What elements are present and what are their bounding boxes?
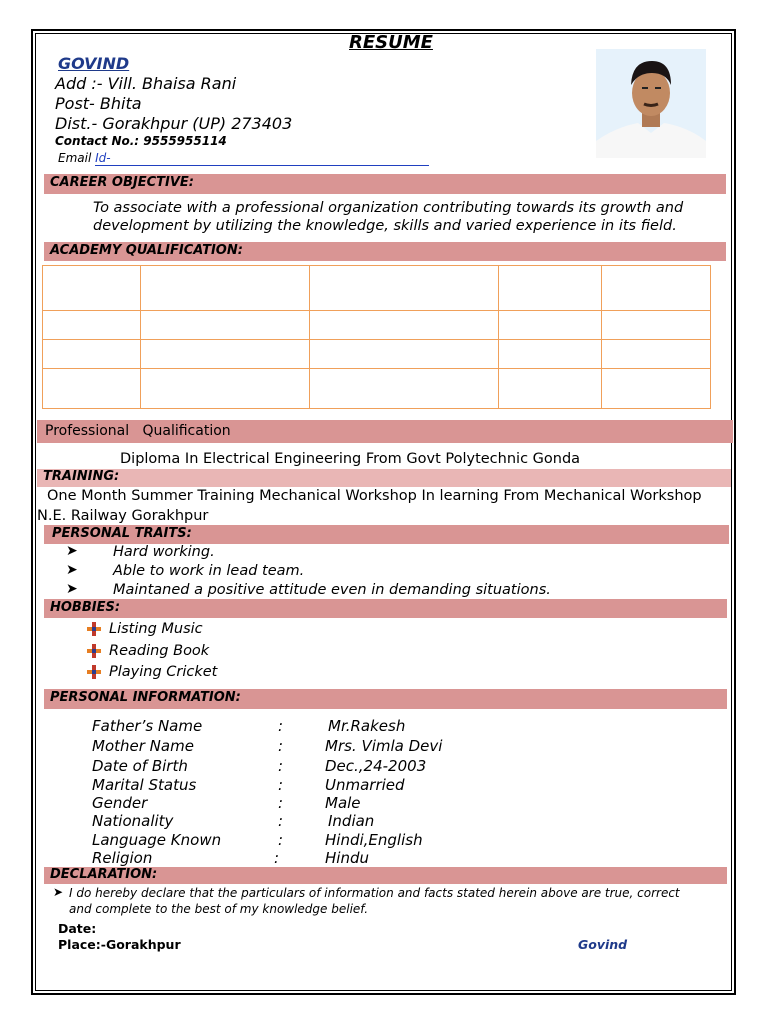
arrowhead-bullet-icon: ➤	[66, 562, 78, 578]
declaration-line-2: and complete to the best of my knowledge belief.	[69, 902, 369, 916]
table-cell	[310, 311, 498, 340]
arrowhead-bullet-icon: ➤	[66, 543, 78, 559]
table-cell	[310, 340, 498, 369]
table-cell	[498, 311, 602, 340]
table-cell	[498, 369, 602, 409]
info-value: Male	[325, 794, 361, 812]
personal-information-bar	[44, 689, 727, 709]
info-label: Language Known	[92, 831, 222, 849]
professional-qualification-text: Diploma In Electrical Engineering From Govt Polytechnic Gonda	[120, 451, 581, 467]
career-objective-line-1: To associate with a professional organization contributing towards its growth and	[93, 200, 684, 216]
table-cell	[602, 369, 711, 409]
hobbies-bar	[44, 599, 727, 618]
email-link[interactable]: Id-	[95, 151, 429, 166]
info-value: Hindu	[325, 849, 369, 867]
info-separator: :	[274, 849, 280, 867]
academy-qualification-heading: ACADEMY QUALIFICATION:	[50, 243, 243, 258]
candidate-name: GOVIND	[58, 54, 130, 73]
date-label: Date:	[58, 921, 97, 936]
personal-information-heading: PERSONAL INFORMATION:	[50, 690, 241, 705]
table-cell	[602, 340, 711, 369]
table-cell	[43, 340, 141, 369]
info-value: Indian	[328, 812, 375, 830]
hobby-item: Listing Music	[109, 621, 203, 637]
declaration-bar	[44, 867, 727, 884]
info-label: Date of Birth	[92, 757, 188, 775]
info-value: Dec.,24-2003	[325, 757, 427, 775]
trait-item: Hard working.	[113, 544, 215, 560]
address-line-1: Add :- Vill. Bhaisa Rani	[55, 74, 237, 93]
declaration-line-1: I do hereby declare that the particulars of information and facts stated herein above are true, correct	[69, 886, 680, 900]
hobbies-heading: HOBBIES:	[50, 600, 121, 615]
table-cell	[140, 266, 309, 311]
info-label: Marital Status	[92, 776, 197, 794]
table-cell	[602, 266, 711, 311]
resume-title: RESUME	[349, 32, 433, 53]
table-cell	[140, 311, 309, 340]
table-cell	[310, 369, 498, 409]
info-value: Hindi,English	[325, 831, 423, 849]
professional-qualification-bar	[37, 420, 733, 443]
info-separator: :	[278, 831, 284, 849]
plus-bullet-icon	[87, 665, 101, 679]
info-separator: :	[278, 717, 284, 735]
career-objective-line-2: development by utilizing the knowledge, skills and varied experience in its field.	[93, 218, 677, 234]
career-objective-bar	[44, 174, 726, 194]
table-cell	[43, 369, 141, 409]
training-bar	[37, 469, 731, 487]
info-value: Unmarried	[325, 776, 405, 794]
email-row	[58, 151, 429, 166]
plus-bullet-icon	[87, 644, 101, 658]
address-line-3: Dist.- Gorakhpur (UP) 273403	[55, 114, 293, 133]
table-cell	[498, 266, 602, 311]
arrowhead-bullet-icon: ➤	[66, 581, 78, 597]
academy-qualification-bar	[44, 242, 726, 261]
trait-item: Maintaned a positive attitude even in demanding situations.	[113, 582, 551, 598]
arrowhead-bullet-icon: ➤	[53, 885, 64, 899]
career-objective-heading: CAREER OBJECTIVE:	[50, 175, 194, 190]
info-label: Father’s Name	[92, 717, 203, 735]
hobby-item: Playing Cricket	[109, 664, 218, 680]
table-cell	[140, 340, 309, 369]
address-line-2: Post- Bhita	[55, 94, 142, 113]
table-cell	[602, 311, 711, 340]
training-line-2: N.E. Railway Gorakhpur	[37, 508, 209, 524]
signature-name: Govind	[578, 937, 628, 952]
info-separator: :	[278, 794, 284, 812]
profile-photo	[596, 49, 706, 158]
table-cell	[310, 266, 498, 311]
table-cell	[140, 369, 309, 409]
info-value: Mrs. Vimla Devi	[325, 737, 443, 755]
plus-bullet-icon	[87, 622, 101, 636]
personal-traits-heading: PERSONAL TRAITS:	[52, 526, 192, 541]
contact-number: Contact No.: 9555955114	[55, 134, 227, 148]
info-label: Religion	[92, 849, 153, 867]
info-value: Mr.Rakesh	[328, 717, 406, 735]
info-separator: :	[278, 737, 284, 755]
table-cell	[43, 311, 141, 340]
info-label: Gender	[92, 794, 148, 812]
hobby-item: Reading Book	[109, 643, 210, 659]
info-label: Mother Name	[92, 737, 194, 755]
place-label: Place:-Gorakhpur	[58, 937, 181, 952]
info-label: Nationality	[92, 812, 174, 830]
table-cell	[498, 340, 602, 369]
academy-qualification-table	[42, 265, 711, 409]
info-separator: :	[278, 757, 284, 775]
info-separator: :	[278, 812, 284, 830]
training-heading: TRAINING:	[43, 469, 120, 484]
email-label: Email	[58, 151, 92, 165]
table-cell	[43, 266, 141, 311]
info-separator: :	[278, 776, 284, 794]
trait-item: Able to work in lead team.	[113, 563, 305, 579]
declaration-heading: DECLARATION:	[50, 867, 158, 882]
personal-traits-bar	[44, 525, 729, 544]
professional-qualification-heading: Professional Qualification	[45, 423, 231, 439]
training-line-1: One Month Summer Training Mechanical Workshop In learning From Mechanical Workshop	[47, 488, 702, 504]
